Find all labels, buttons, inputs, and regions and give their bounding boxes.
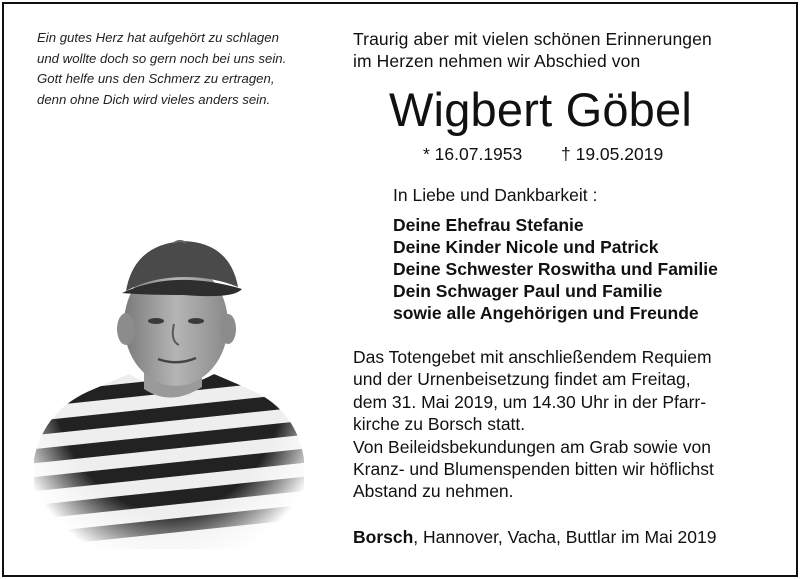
farewell-intro	[353, 28, 753, 72]
obituary-frame	[2, 2, 798, 577]
deceased-name: Wigbert Göbel	[389, 83, 693, 136]
poem-line: und wollte doch so gern noch bei uns sein.	[37, 50, 287, 66]
intro-line: Traurig aber mit vielen schönen Erinnerungen	[353, 29, 712, 49]
service-line: Von Beileidsbekundungen am Grab sowie von	[353, 436, 712, 457]
mourner-line: Deine Schwester Roswitha und Familie	[393, 259, 718, 279]
place-bold: Borsch	[353, 527, 414, 547]
poem-verse	[37, 28, 337, 110]
service-line: und der Urnenbeisetzung findet am Freitag,	[353, 369, 691, 390]
birth-date: * 16.07.1953	[423, 144, 523, 164]
poem-line: denn ohne Dich wird vieles anders sein.	[37, 91, 271, 107]
service-line: Kranz- und Blumenspenden bitten wir höflichst	[353, 459, 714, 480]
mourner-line: Dein Schwager Paul und Familie	[393, 281, 663, 301]
mourners-list	[393, 214, 718, 324]
service-line: dem 31. Mai 2019, um 14.30 Uhr in der Pfarr-	[353, 391, 707, 412]
death-date: † 19.05.2019	[561, 144, 664, 164]
service-line: kirche zu Borsch statt.	[353, 414, 526, 435]
service-info	[353, 346, 743, 503]
mourner-line: Deine Kinder Nicole und Patrick	[393, 237, 659, 257]
mourners-intro: In Liebe und Dankbarkeit :	[393, 185, 598, 205]
mourner-line: Deine Ehefrau Stefanie	[393, 215, 584, 235]
intro-line: im Herzen nehmen wir Abschied von	[353, 51, 641, 71]
service-line: Das Totengebet mit anschließendem Requiem	[353, 347, 712, 367]
poem-line: Gott helfe uns den Schmerz zu ertragen,	[37, 71, 275, 86]
place-rest: , Hannover, Vacha, Buttlar im Mai 2019	[413, 527, 717, 547]
service-line: Abstand zu nehmen.	[353, 481, 514, 502]
portrait-photo	[34, 229, 304, 549]
poem-line: Ein gutes Herz hat aufgehört zu schlagen	[37, 30, 279, 45]
place-and-date	[353, 526, 716, 548]
mourner-line: sowie alle Angehörigen und Freunde	[393, 303, 699, 323]
